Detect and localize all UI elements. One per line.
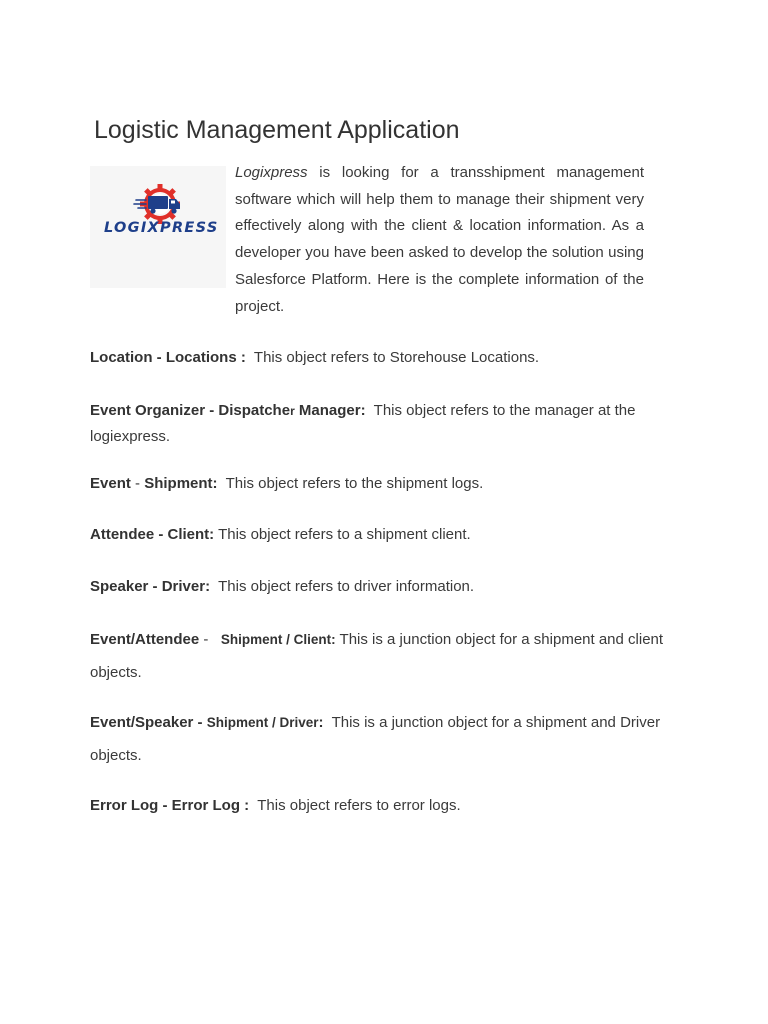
entry-desc: This object refers to a shipment client. — [218, 526, 471, 543]
entry-attendee — [90, 524, 668, 546]
entry-event-speaker: Event/Speaker - Shipment / Driver: This is a junction object for a shipment and Driver objects. — [90, 714, 661, 764]
entry-label: Error Log - Error Log : — [90, 797, 250, 814]
entry-label-b: Shipment / Driver — [206, 715, 319, 730]
entry-label-a: Event/Attendee — [90, 631, 200, 648]
entry-label: Event Organizer - Dispatcher Manager: — [90, 402, 366, 419]
entry-label-a: Event/Speaker - — [90, 714, 207, 731]
entry-desc: This object refers to the manager at the logiexpress. — [90, 402, 636, 445]
entry-desc: This is a junction object for a shipment and Driver objects. — [90, 714, 661, 764]
entry-event-attendee: Event/Attendee - Shipment / Client: This is a junction object for a shipment and client objects. — [90, 631, 664, 681]
brand-name: Logixpress — [235, 164, 308, 181]
entry-label-b: Shipment / Client: — [220, 632, 336, 647]
page-title: Logistic Management Application — [94, 116, 460, 144]
entry-desc: This object refers to driver information. — [218, 578, 475, 595]
logo-wordmark: LOGIXPRESS — [104, 220, 219, 236]
intro-paragraph — [235, 160, 644, 320]
entry-desc: This object refers to Storehouse Locations. — [253, 349, 540, 366]
entry-label-a: Event — [90, 475, 131, 492]
entry-label: Location - Locations : — [90, 349, 246, 366]
entry-location — [90, 347, 668, 369]
logixpress-logo — [90, 166, 226, 288]
entry-label: Attendee - Client: — [90, 526, 215, 543]
entry-organizer — [90, 398, 646, 450]
entry-label: Speaker - Driver: — [90, 578, 211, 595]
entry-desc: This object refers to error logs. — [257, 797, 461, 814]
entry-speaker — [90, 576, 668, 598]
intro-text: is looking for a transshipment management software which will help them to manage their shipment very effectively along with the client & location information. As a developer you have been asked to develop the solution using Salesforce Platform. Here is the complete information of the project. — [235, 164, 644, 315]
entry-desc: This is a junction object for a shipment and client objects. — [90, 631, 664, 681]
entry-label-b: Shipment: — [144, 475, 218, 492]
entry-desc: This object refers to the shipment logs. — [225, 475, 484, 492]
entry-error-log — [90, 795, 668, 817]
entry-event: Event - Shipment: This object refers to the shipment logs. — [90, 475, 484, 492]
